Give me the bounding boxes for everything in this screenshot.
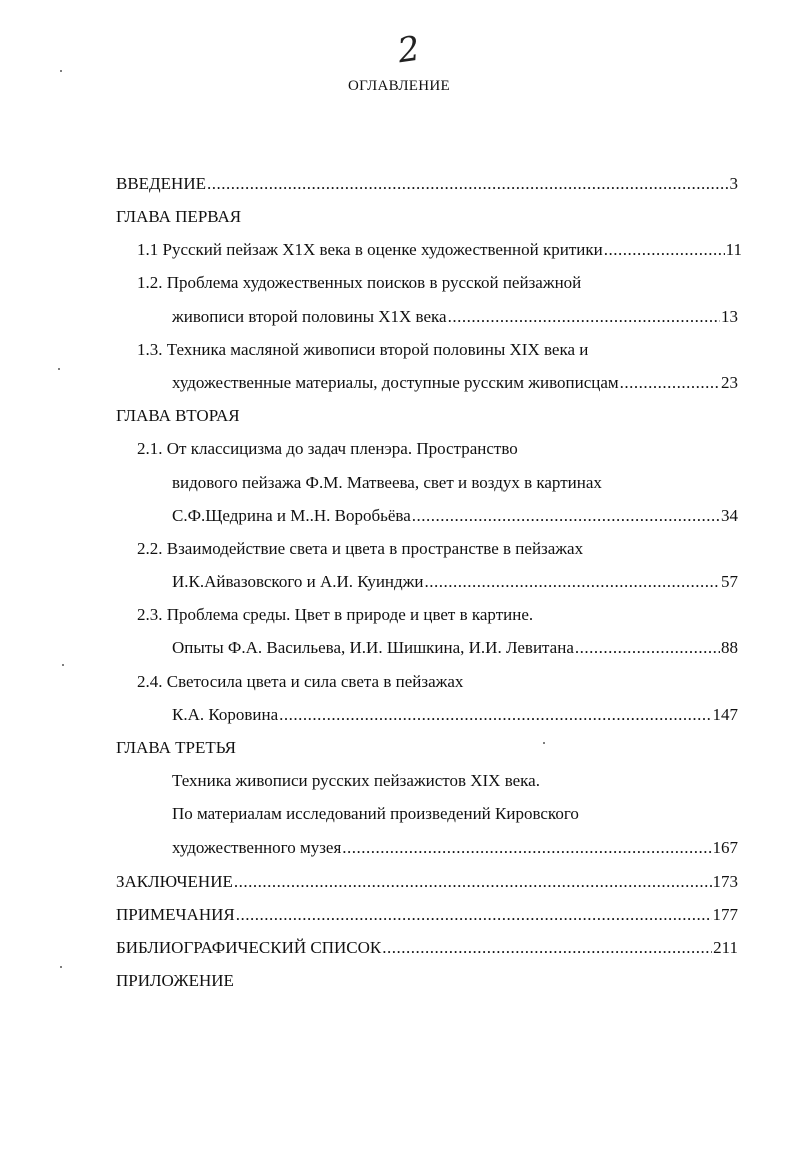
- toc-entry-text: С.Ф.Щедрина и М..Н. Воробьёва: [172, 506, 411, 525]
- toc-page-number: 88: [721, 638, 738, 657]
- toc-entry-3-line3[interactable]: [172, 838, 738, 858]
- toc-entry-text: И.К.Айвазовского и А.И. Куинджи: [172, 572, 424, 591]
- toc-page-number: 23: [721, 373, 738, 392]
- chapter-heading-1[interactable]: ГЛАВА ПЕРВАЯ: [116, 207, 242, 226]
- toc-entry-appendix[interactable]: ПРИЛОЖЕНИЕ: [116, 971, 234, 990]
- page-title: ОГЛАВЛЕНИЕ: [348, 78, 450, 94]
- dot-leader: [279, 705, 711, 725]
- page-number: 2: [395, 28, 423, 72]
- scan-speck: [543, 742, 545, 744]
- toc-entry-intro[interactable]: [116, 174, 738, 194]
- toc-page-number: 167: [712, 838, 738, 857]
- chapter-heading-3[interactable]: ГЛАВА ТРЕТЬЯ: [116, 738, 236, 757]
- chapter-heading-2[interactable]: ГЛАВА ВТОРАЯ: [116, 406, 240, 425]
- scan-speck: [60, 966, 62, 968]
- toc-entry-conclusion[interactable]: [116, 872, 738, 892]
- toc-page-number: 3: [729, 174, 738, 193]
- scan-speck: [58, 368, 60, 370]
- toc-entry-text: ЗАКЛЮЧЕНИЕ: [116, 872, 233, 891]
- toc-entry-1-1[interactable]: [137, 240, 742, 260]
- toc-entry-2-3-line1[interactable]: 2.3. Проблема среды. Цвет в природе и цвет в картине.: [137, 605, 534, 624]
- toc-entry-text: художественного музея: [172, 838, 342, 857]
- toc-page-number: 34: [721, 506, 738, 525]
- toc-entry-2-4-line2[interactable]: [172, 705, 738, 725]
- toc-entry-2-1-line2[interactable]: видового пейзажа Ф.М. Матвеева, свет и воздух в картинах: [172, 473, 602, 492]
- toc-entry-bibliography[interactable]: [116, 938, 738, 958]
- toc-entry-text: БИБЛИОГРАФИЧЕСКИЙ СПИСОК: [116, 938, 382, 957]
- dot-leader: [234, 872, 712, 892]
- dot-leader: [342, 838, 711, 858]
- toc-page-number: 173: [712, 872, 738, 891]
- toc-entry-1-2-line1[interactable]: 1.2. Проблема художественных поисков в русской пейзажной: [137, 273, 582, 292]
- toc-page-number: 177: [712, 905, 738, 924]
- dot-leader: [382, 938, 712, 958]
- toc-entry-1-3-line1[interactable]: 1.3. Техника масляной живописи второй половины XIX века и: [137, 340, 589, 359]
- dot-leader: [425, 572, 720, 592]
- toc-entry-2-3-line2[interactable]: [172, 638, 738, 658]
- dot-leader: [620, 373, 720, 393]
- toc-entry-2-1-line3[interactable]: [172, 506, 738, 526]
- dot-leader: [207, 174, 729, 194]
- toc-entry-2-2-line1[interactable]: 2.2. Взаимодействие света и цвета в пространстве в пейзажах: [137, 539, 584, 558]
- toc-page-number: 147: [712, 705, 738, 724]
- toc-page-number: 13: [721, 307, 738, 326]
- toc-entry-1-3-line2[interactable]: [172, 373, 738, 393]
- toc-entry-2-4-line1[interactable]: 2.4. Светосила цвета и сила света в пейзажах: [137, 672, 464, 691]
- toc-page-number: 11: [725, 240, 742, 259]
- toc-entry-notes[interactable]: [116, 905, 738, 925]
- toc-entry-text: художественные материалы, доступные русским живописцам: [172, 373, 619, 392]
- toc-entry-3-line1[interactable]: Техника живописи русских пейзажистов XIX века.: [172, 771, 540, 790]
- toc-page-number: 57: [721, 572, 738, 591]
- dot-leader: [448, 307, 720, 327]
- toc-entry-text: ПРИМЕЧАНИЯ: [116, 905, 235, 924]
- toc-entry-text: живописи второй половины Х1Х века: [172, 307, 447, 326]
- toc-entry-3-line2[interactable]: По материалам исследований произведений Кировского: [172, 804, 579, 823]
- scan-speck: [60, 70, 62, 72]
- toc-entry-text: К.А. Коровина: [172, 705, 279, 724]
- dot-leader: [575, 638, 720, 658]
- toc-entry-2-2-line2[interactable]: [172, 572, 738, 592]
- dot-leader: [412, 506, 720, 526]
- toc-entry-2-1-line1[interactable]: 2.1. От классицизма до задач пленэра. Пространство: [137, 439, 518, 458]
- toc-entry-text: ВВЕДЕНИЕ: [116, 174, 206, 193]
- toc-entry-1-2-line2[interactable]: [172, 307, 738, 327]
- toc-entry-text: Опыты Ф.А. Васильева, И.И. Шишкина, И.И. Левитана: [172, 638, 574, 657]
- toc-page-number: 211: [713, 938, 738, 957]
- dot-leader: [236, 905, 712, 925]
- scan-speck: [62, 664, 64, 666]
- dot-leader: [604, 240, 725, 260]
- toc-entry-text: 1.1 Русский пейзаж Х1Х века в оценке художественной критики: [137, 240, 603, 259]
